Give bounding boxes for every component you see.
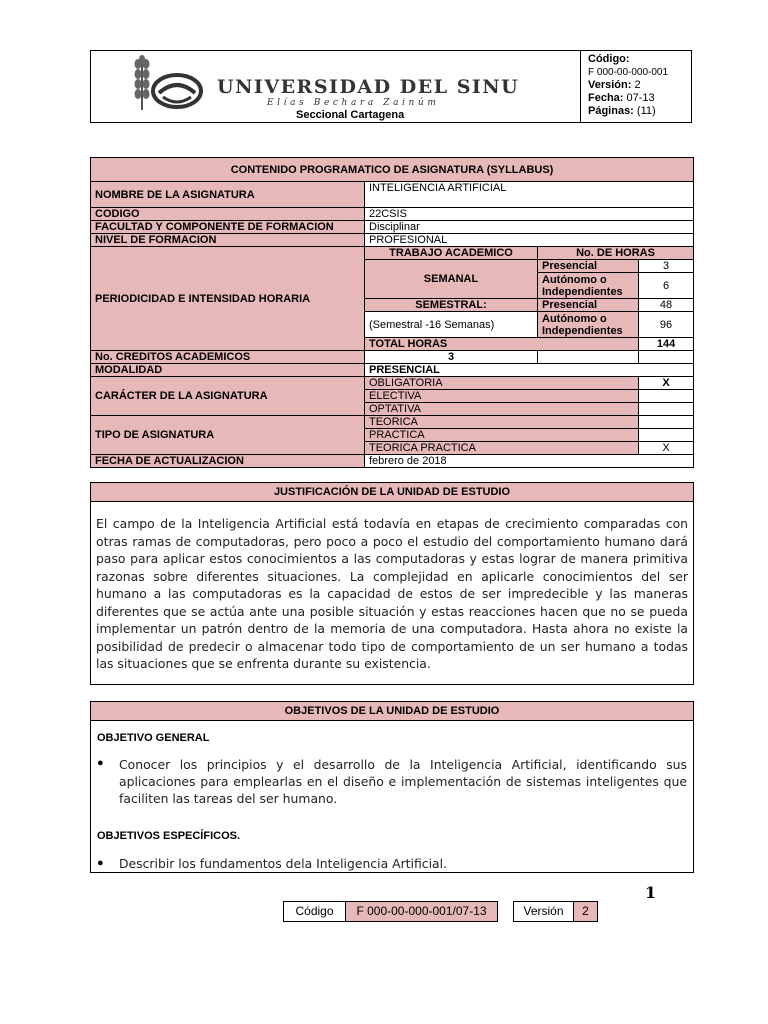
subject-name-value: INTELIGENCIA ARTIFICIAL [365,182,694,208]
document-header [90,50,692,123]
character-label: CARÁCTER DE LA ASIGNATURA [91,377,365,416]
type-mark: X [639,442,694,455]
semester-note: (Semestral -16 Semanas) [365,312,538,338]
code-label: Código: [588,53,630,65]
update-date-value: febrero de 2018 [365,455,694,468]
character-mark: X [639,377,694,390]
update-date-label: FECHA DE ACTUALIZACION [91,455,365,468]
syllabus-table [90,157,694,468]
university-name: UNIVERSIDAD DEL SINU [217,76,520,98]
semester-autonomo-hours: 96 [639,312,694,338]
footer-version-value: 2 [574,902,597,921]
bullet-icon: ● [97,857,104,869]
code-label: CODIGO [91,208,365,221]
justification-section [90,482,694,685]
total-hours-value: 144 [639,338,694,351]
type-mark [639,429,694,442]
objectives-section [90,701,694,873]
code-value: 22CSIS [365,208,694,221]
modality-label: MODALIDAD [91,364,365,377]
weekly-autonomo-hours: 6 [639,273,694,299]
hours-header: No. DE HORAS [538,247,694,260]
weekly-label: SEMANAL [365,260,538,299]
level-label: NIVEL DE FORMACION [91,234,365,247]
modality-value: PRESENCIAL [365,364,694,377]
founder-name: Elías Bechara Zainúm [267,98,440,108]
subject-name-label: NOMBRE DE LA ASIGNATURA [91,182,365,208]
character-mark [639,390,694,403]
character-mark [639,403,694,416]
pages-value: (11) [636,105,656,117]
type-mark [639,416,694,429]
version-label: Versión: [588,79,632,91]
semester-autonomo-label: Autónomo o Independientes [538,312,639,338]
character-option: OBLIGATORIA [365,377,639,390]
specific-objective-item: Describir los fundamentos dela Inteligencia Artificial. [119,856,448,871]
footer-version-label: Versión [514,902,574,921]
date-label: Fecha: [588,92,624,104]
type-option: TEORICA PRACTICA [365,442,639,455]
campus-name: Seccional Cartagena [296,109,405,121]
type-label: TIPO DE ASIGNATURA [91,416,365,455]
pages-label: Páginas: [588,105,634,117]
weekly-presencial-label: Presencial [538,260,639,273]
specific-objectives-label: OBJETIVOS ESPECÍFICOS. [97,830,241,842]
type-option: TEORICA [365,416,639,429]
academic-work-header: TRABAJO ACADEMICO [365,247,538,260]
objectives-title: OBJETIVOS DE LA UNIDAD DE ESTUDIO [91,702,693,721]
faculty-value: Disciplinar [365,221,694,234]
university-seal-icon [149,71,205,111]
justification-title: JUSTIFICACIÓN DE LA UNIDAD DE ESTUDIO [91,483,693,502]
footer-version-box [513,901,598,922]
logo-area [91,51,581,122]
character-option: OPTATIVA [365,403,639,416]
weekly-presencial-hours: 3 [639,260,694,273]
semester-presencial-hours: 48 [639,299,694,312]
general-objective-label: OBJETIVO GENERAL [97,732,210,744]
footer-code-label: Código [284,902,346,921]
date-value: 07-13 [626,92,655,104]
bullet-icon: ● [97,757,104,769]
level-value: PROFESIONAL [365,234,694,247]
syllabus-title: CONTENIDO PROGRAMATICO DE ASIGNATURA (SYLLABUS) [91,158,694,182]
weekly-autonomo-label: Autónomo o Independientes [538,273,639,299]
credits-value: 3 [365,351,538,364]
semester-presencial-label: Presencial [538,299,639,312]
periodicity-label: PERIODICIDAD E INTENSIDAD HORARIA [91,247,365,351]
credits-label: No. CREDITOS ACADEMICOS [91,351,365,364]
code-value: F 000-00-000-001 [588,67,669,78]
justification-text: El campo de la Inteligencia Artificial está todavía en etapas de crecimiento comparadas con otras ramas de computadoras, pero poco a poco el estudio del comportamiento humano dará paso para aplicar estos conocimientos a las computadoras y estas lograr de manera primitiva razonas sobre diferentes situaciones. La complejidad en aplicarle conocimientos del ser humano a las computadoras es la capacidad de estos de ser impredecible y las maneras diferentes que se actúa ante una posible situación y estas reacciones hacen que no se pueda implementar un patrón dentro de la memoria de una computadora. Hasta ahora no existe la posibilidad de predecir o almacenar todo tipo de comportamiento de un ser humano a todas las situaciones que se enfrenta durante su existencia. [96,516,688,671]
type-option: PRACTICA [365,429,639,442]
document-meta [588,53,668,118]
footer-code-box [283,901,498,922]
character-option: ELECTIVA [365,390,639,403]
general-objective-text: Conocer los principios y el desarrollo de la Inteligencia Artificial, identificando sus aplicaciones para emplearlas en el diseño e implementación de sistemas inteligentes que faciliten las tareas del ser humano. [119,757,687,806]
semester-label: SEMESTRAL: [365,299,538,312]
footer-code-value: F 000-00-000-001/07-13 [346,902,497,921]
version-value: 2 [634,79,641,91]
total-hours-label: TOTAL HORAS [365,338,639,351]
faculty-label: FACULTAD Y COMPONENTE DE FORMACION [91,221,365,234]
page-number: 1 [645,883,657,902]
